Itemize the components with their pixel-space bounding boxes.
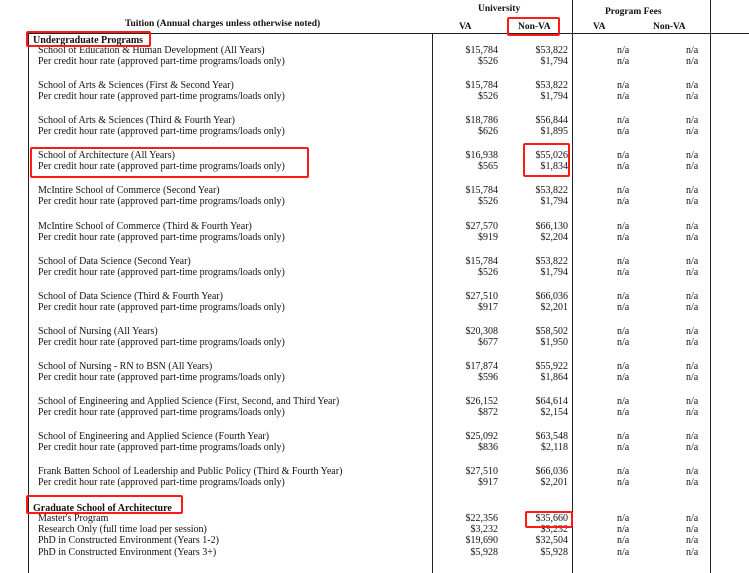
nva-value: $53,822 [535,255,568,267]
left-border [28,33,29,573]
va-value: $677 [478,336,498,348]
fnva-value: n/a [686,513,699,524]
program-name: School of Nursing - RN to BSN (All Years) [38,360,213,372]
fva-value: n/a [617,290,630,302]
fnva-value: n/a [686,161,699,173]
nva-value: $55,026 [535,150,568,162]
nva-value: $1,794 [540,196,568,208]
fnva-value: n/a [686,91,699,103]
nva-value: $1,794 [540,91,568,103]
va-value: $26,152 [465,396,498,407]
fnva-value: n/a [686,266,699,278]
fnva-value: n/a [686,477,699,489]
per-credit-label: Per credit hour rate (approved part-time programs/loads only) [38,161,285,173]
va-value: $3,232 [470,524,498,536]
program-name: School of Arts & Sciences (First & Second Year) [38,80,234,92]
fva-value: n/a [617,80,630,92]
nva-value: $63,548 [535,431,568,443]
grad-program-name: Research Only (full time load per session) [38,524,207,536]
per-credit-label: Per credit hour rate (approved part-time programs/loads only) [38,442,285,454]
nva-value: $53,822 [535,185,568,197]
fnva-value: n/a [686,535,699,547]
fva-value: n/a [617,45,630,56]
fva-value: n/a [617,301,630,313]
fnva-value: n/a [686,407,699,418]
fnva-value: n/a [686,255,699,267]
fnva-value: n/a [686,325,699,337]
fva-value: n/a [617,535,630,547]
nva-value: $3,232 [540,524,568,536]
va-value: $25,092 [465,431,498,443]
va-value: $16,938 [465,150,498,162]
per-credit-label: Per credit hour rate (approved part-time programs/loads only) [38,371,285,383]
va-value: $917 [478,301,498,313]
fva-value: n/a [617,371,630,383]
fva-value: n/a [617,231,630,243]
va-value: $919 [478,231,498,243]
fva-value: n/a [617,336,630,348]
per-credit-label: Per credit hour rate (approved part-time programs/loads only) [38,91,285,103]
fnva-value: n/a [686,336,699,348]
va-value: $17,874 [465,360,498,372]
grad-program-name: PhD in Constructed Environment (Years 1-2) [38,535,219,547]
nva-value: $66,036 [535,466,568,478]
fnva-value: n/a [686,150,699,162]
nva-value: $1,834 [540,161,568,173]
program-name: School of Data Science (Third & Fourth Year) [38,290,223,302]
highlight-undergrad-title [26,31,151,47]
nonva-header: Non-VA [518,22,551,32]
va-value: $596 [478,371,498,383]
va-value: $15,784 [465,45,498,56]
va-value: $15,784 [465,80,498,92]
va-value: $917 [478,477,498,489]
fnva-value: n/a [686,466,699,478]
fnva-value: n/a [686,524,699,536]
fnva-value: n/a [686,231,699,243]
tuition-header: Tuition (Annual charges unless otherwise noted) [125,19,321,29]
va-value: $19,690 [465,535,498,547]
fva-value: n/a [617,115,630,127]
nva-value: $2,154 [540,407,568,418]
per-credit-label: Per credit hour rate (approved part-time programs/loads only) [38,301,285,313]
va-value: $18,786 [465,115,498,127]
fnva-value: n/a [686,56,699,67]
va-header: VA [459,22,472,32]
nva-value: $5,928 [540,546,568,558]
nva-value: $32,504 [535,535,568,547]
fnva-value: n/a [686,396,699,407]
university-column-divider [572,0,573,573]
fnva-value: n/a [686,290,699,302]
fnva-value: n/a [686,442,699,454]
grad-section-title: Graduate School of Architecture [33,503,172,514]
program-name: McIntire School of Commerce (Third & Fourth Year) [38,220,252,232]
fnva-value: n/a [686,301,699,313]
highlight-masters-nonva [525,511,573,528]
va-value: $872 [478,407,498,418]
university-header: University [478,4,521,14]
fva-value: n/a [617,161,630,173]
program-name: School of Engineering and Applied Science (Fourth Year) [38,431,270,443]
nva-value: $1,794 [540,56,568,67]
va-value: $27,510 [465,466,498,478]
fva-value: n/a [617,196,630,208]
nva-value: $55,922 [535,360,568,372]
fva-value: n/a [617,396,630,407]
fees-nonva-header: Non-VA [653,22,686,32]
nva-value: $56,844 [535,115,568,127]
fva-value: n/a [617,266,630,278]
per-credit-label: Per credit hour rate (approved part-time programs/loads only) [38,477,285,489]
va-value: $565 [478,161,498,173]
program-name: School of Engineering and Applied Science (First, Second, and Third Year) [38,396,340,407]
nva-value: $1,864 [540,371,568,383]
fnva-value: n/a [686,126,699,138]
fnva-value: n/a [686,115,699,127]
program-name: McIntire School of Commerce (Second Year) [38,185,220,197]
va-value: $526 [478,196,498,208]
fva-value: n/a [617,477,630,489]
nva-value: $2,201 [540,477,568,489]
fva-value: n/a [617,56,630,67]
fva-value: n/a [617,185,630,197]
fnva-value: n/a [686,45,699,56]
nva-value: $66,036 [535,290,568,302]
va-value: $836 [478,442,498,454]
highlight-architecture-nonva [523,143,570,177]
fnva-value: n/a [686,220,699,232]
va-value: $20,308 [465,325,498,337]
fva-value: n/a [617,91,630,103]
nva-value: $53,822 [535,45,568,56]
fnva-value: n/a [686,371,699,383]
fva-value: n/a [617,431,630,443]
va-value: $27,570 [465,220,498,232]
program-name: Frank Batten School of Leadership and Public Policy (Third & Fourth Year) [38,466,343,478]
fnva-value: n/a [686,360,699,372]
per-credit-label: Per credit hour rate (approved part-time programs/loads only) [38,126,285,138]
program-name: School of Data Science (Second Year) [38,255,191,267]
fnva-value: n/a [686,80,699,92]
per-credit-label: Per credit hour rate (approved part-time programs/loads only) [38,231,285,243]
fva-value: n/a [617,255,630,267]
nva-value: $66,130 [535,220,568,232]
va-value: $526 [478,56,498,67]
fva-value: n/a [617,466,630,478]
nva-value: $35,660 [535,513,568,524]
fva-value: n/a [617,325,630,337]
undergrad-section-title: Undergraduate Programs [33,35,144,46]
fnva-value: n/a [686,546,699,558]
fva-value: n/a [617,360,630,372]
fnva-value: n/a [686,431,699,443]
program-name: School of Arts & Sciences (Third & Fourth Year) [38,115,235,127]
va-value: $526 [478,266,498,278]
fva-value: n/a [617,150,630,162]
fva-value: n/a [617,126,630,138]
per-credit-label: Per credit hour rate (approved part-time programs/loads only) [38,196,285,208]
nva-value: $2,201 [540,301,568,313]
program-fees-header: Program Fees [605,7,662,17]
per-credit-label: Per credit hour rate (approved part-time programs/loads only) [38,336,285,348]
nva-value: $2,204 [540,231,568,243]
fnva-value: n/a [686,185,699,197]
per-credit-label: Per credit hour rate (approved part-time programs/loads only) [38,407,285,418]
program-name: School of Education & Human Development (All Years) [38,45,265,56]
nva-value: $1,895 [540,126,568,138]
fva-value: n/a [617,546,630,558]
va-value: $5,928 [470,546,498,558]
fees-va-header: VA [593,22,606,32]
fva-value: n/a [617,524,630,536]
nva-value: $64,614 [535,396,568,407]
va-value: $27,510 [465,290,498,302]
right-border [710,0,711,573]
grad-program-name: Master's Program [38,513,109,524]
program-name: School of Nursing (All Years) [38,325,158,337]
per-credit-label: Per credit hour rate (approved part-time programs/loads only) [38,56,285,67]
grad-program-name: PhD in Constructed Environment (Years 3+) [38,546,217,558]
fva-value: n/a [617,407,630,418]
fnva-value: n/a [686,196,699,208]
highlight-architecture-row [30,147,309,178]
highlight-grad-title [26,495,183,514]
nva-value: $1,794 [540,266,568,278]
nva-value: $1,950 [540,336,568,348]
nva-value: $58,502 [535,325,568,337]
per-credit-label: Per credit hour rate (approved part-time programs/loads only) [38,266,285,278]
va-value: $526 [478,91,498,103]
fva-value: n/a [617,220,630,232]
va-value: $15,784 [465,185,498,197]
fva-value: n/a [617,442,630,454]
nva-value: $53,822 [535,80,568,92]
nva-value: $2,118 [540,442,568,454]
va-value: $15,784 [465,255,498,267]
program-name: School of Architecture (All Years) [38,150,175,162]
highlight-nonva-header [507,17,560,36]
va-value: $22,356 [465,513,498,524]
va-value: $626 [478,126,498,138]
fva-value: n/a [617,513,630,524]
label-column-divider [432,33,433,573]
